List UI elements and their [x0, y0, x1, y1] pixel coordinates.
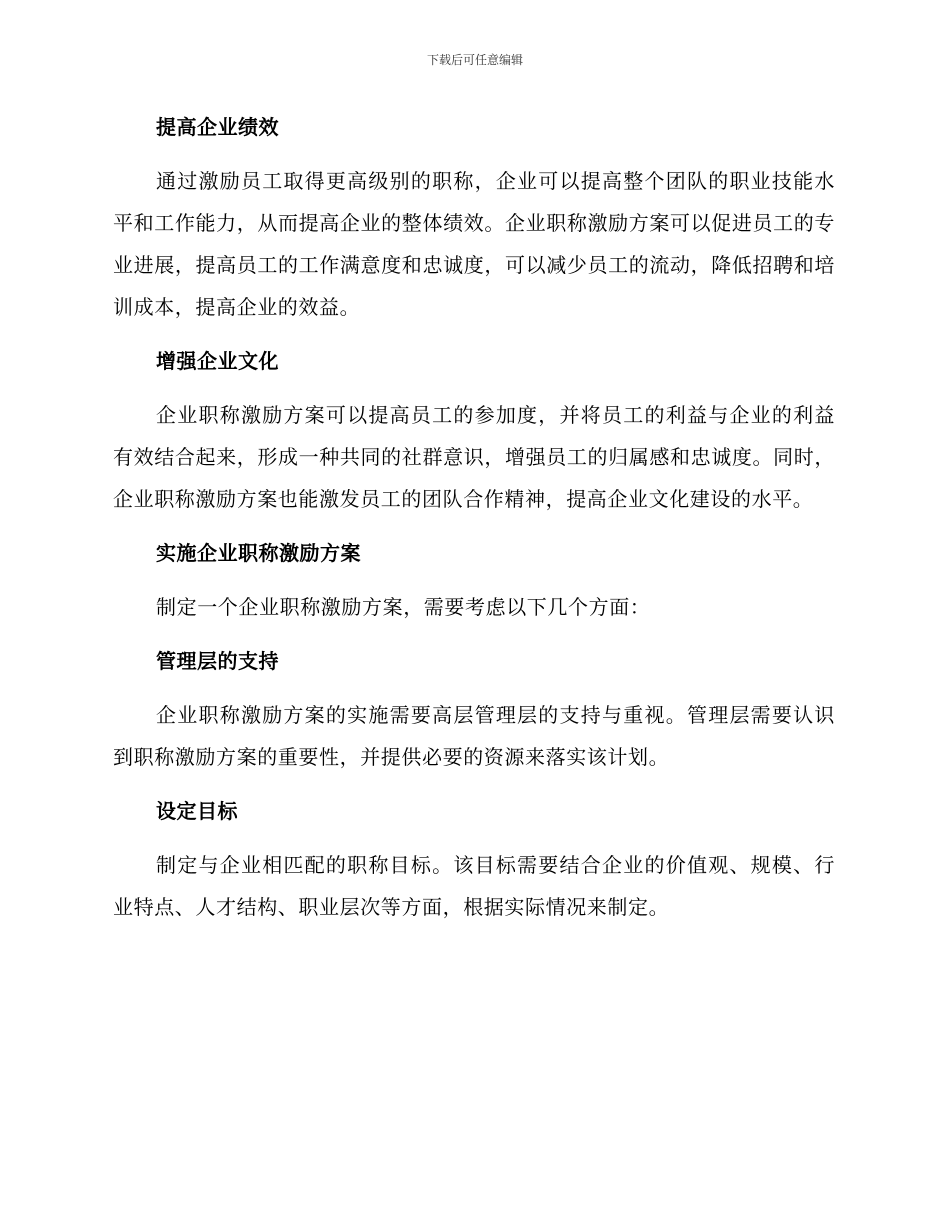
section-heading-implementation: 实施企业职称激励方案: [156, 541, 361, 565]
section-heading-performance: 提高企业绩效: [156, 115, 279, 139]
section-paragraph-implementation: 制定一个企业职称激励方案，需要考虑以下几个方面：: [156, 595, 651, 619]
section-paragraph-culture: 企业职称激励方案可以提高员工的参加度，并将员工的利益与企业的利益有效结合起来，形成一种共同的社群意识，增强员工的归属感和忠诚度。同时，企业职称激励方案也能激发员工的团队合作精神，提高企业文化建设的水平。: [113, 403, 835, 511]
section-heading-culture: 增强企业文化: [156, 349, 279, 373]
section-paragraph-set-goals: 制定与企业相匹配的职称目标。该目标需要结合企业的价值观、规模、行业特点、人才结构、职业层次等方面，根据实际情况来制定。: [113, 853, 835, 919]
page-header-note: 下载后可任意编辑: [426, 53, 523, 67]
section-heading-management-support: 管理层的支持: [156, 649, 279, 673]
section-paragraph-management-support: 企业职称激励方案的实施需要高层管理层的支持与重视。管理层需要认识到职称激励方案的重要性，并提供必要的资源来落实该计划。: [113, 703, 835, 769]
document-body: [113, 106, 835, 928]
section-paragraph-performance: 通过激励员工取得更高级别的职称，企业可以提高整个团队的职业技能水平和工作能力，从而提高企业的整体绩效。企业职称激励方案可以促进员工的专业进展，提高员工的工作满意度和忠诚度，可以减少员工的流动，降低招聘和培训成本，提高企业的效益。: [113, 169, 835, 319]
section-heading-set-goals: 设定目标: [156, 799, 238, 823]
